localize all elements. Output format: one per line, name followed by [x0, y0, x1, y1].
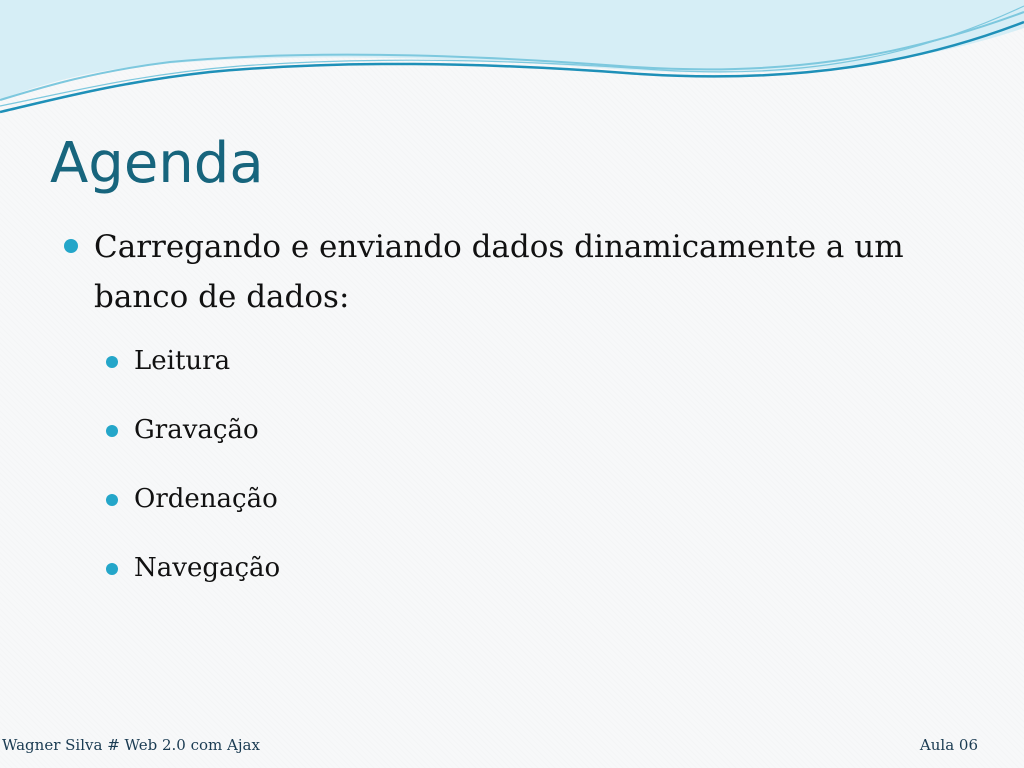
footer-author-course: Wagner Silva # Web 2.0 com Ajax — [2, 736, 260, 754]
sub-bullet-dot — [106, 563, 118, 575]
sub-bullet-navegacao — [104, 551, 940, 585]
header-wave-decoration — [0, 0, 1024, 120]
sub-bullet-text: Leitura — [134, 346, 231, 376]
sub-bullet-text: Ordenação — [134, 484, 278, 514]
sub-bullet-gravacao — [104, 413, 940, 447]
sub-bullet-dot — [106, 425, 118, 437]
footer-lesson-number: Aula 06 — [919, 736, 978, 754]
bullet-list — [60, 222, 940, 620]
bullet-main — [60, 222, 940, 322]
slide-title: Agenda — [50, 131, 264, 196]
bullet-dot — [64, 239, 78, 253]
sub-bullet-leitura — [104, 344, 940, 378]
wave-fill-light — [0, 0, 1024, 100]
sub-bullet-ordenacao — [104, 482, 940, 516]
sub-bullet-dot — [106, 356, 118, 368]
sub-bullet-text: Gravação — [134, 415, 259, 445]
sub-bullet-dot — [106, 494, 118, 506]
sub-bullet-list — [60, 344, 940, 585]
sub-bullet-text: Navegação — [134, 553, 281, 583]
bullet-main-text: Carregando e enviando dados dinamicamente a um banco de dados: — [94, 229, 904, 315]
